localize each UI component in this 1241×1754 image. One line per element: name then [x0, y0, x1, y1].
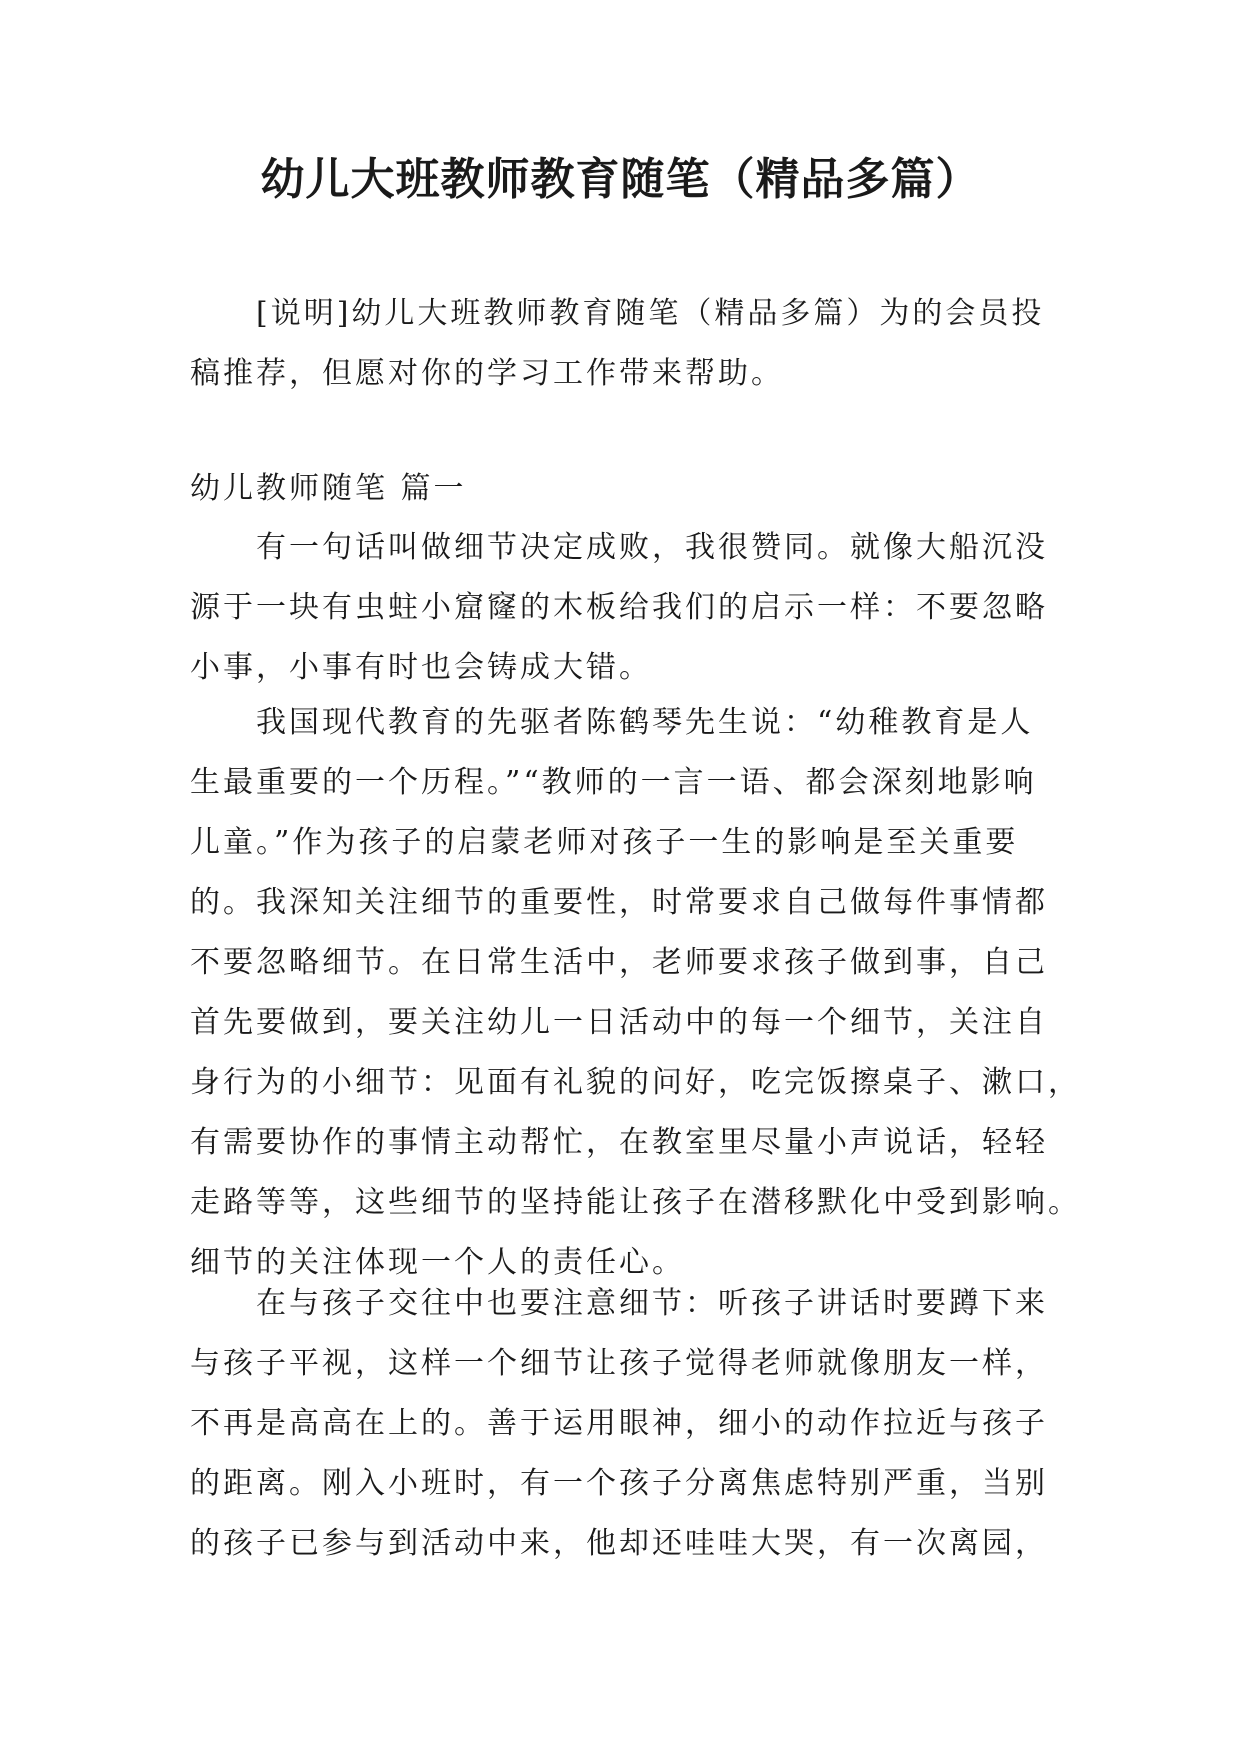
paragraph-line: 的。我深知关注细节的重要性，时常要求自己做每件事情都 [190, 885, 1048, 920]
paragraph-2 [190, 693, 1081, 1293]
paragraph-1 [190, 518, 1060, 698]
paragraph-line: 首先要做到，要关注幼儿一日活动中的每一个细节，关注自 [190, 1005, 1048, 1040]
paragraph-line: 走路等等，这些细节的坚持能让孩子在潜移默化中受到影响。 [190, 1185, 1081, 1220]
paragraph-line: 有需要协作的事情主动帮忙，在教室里尽量小声说话，轻轻 [190, 1125, 1048, 1160]
section-heading-text: 幼儿教师随笔 篇一 [190, 471, 467, 506]
paragraph-line: 源于一块有虫蛀小窟窿的木板给我们的启示一样：不要忽略 [190, 590, 1048, 625]
paragraph-line: 小事，小事有时也会铸成大错。 [190, 650, 652, 685]
paragraph-line: 儿童。”作为孩子的启蒙老师对孩子一生的影响是至关重要 [190, 825, 1019, 860]
note-line: [说明]幼儿大班教师教育随笔（精品多篇）为的会员投 [256, 296, 1045, 331]
paragraph-3 [190, 1274, 1060, 1574]
paragraph-line: 不再是高高在上的。善于运用眼神，细小的动作拉近与孩子 [190, 1406, 1048, 1441]
paragraph-line: 的孩子已参与到活动中来，他却还哇哇大哭，有一次离园， [190, 1526, 1048, 1561]
paragraph-line: 在与孩子交往中也要注意细节：听孩子讲话时要蹲下来 [256, 1286, 1048, 1321]
document-title: 幼儿大班教师教育随笔（精品多篇） [260, 154, 981, 205]
paragraph-line: 生最重要的一个历程。”“教师的一言一语、都会深刻地影响 [190, 765, 1037, 800]
paragraph-line: 不要忽略细节。在日常生活中，老师要求孩子做到事，自己 [190, 945, 1048, 980]
paragraph-line: 与孩子平视，这样一个细节让孩子觉得老师就像朋友一样， [190, 1346, 1048, 1381]
paragraph-line: 的距离。刚入小班时，有一个孩子分离焦虑特别严重，当别 [190, 1466, 1048, 1501]
paragraph-line: 身行为的小细节：见面有礼貌的问好，吃完饭擦桌子、漱口， [190, 1065, 1081, 1100]
section-heading [190, 459, 1060, 519]
paragraph-line: 我国现代教育的先驱者陈鹤琴先生说：“幼稚教育是人 [256, 705, 1034, 740]
document-note [190, 284, 1060, 404]
paragraph-line: 有一句话叫做细节决定成败，我很赞同。就像大船沉没 [256, 530, 1048, 565]
note-line: 稿推荐，但愿对你的学习工作带来帮助。 [190, 356, 784, 391]
paragraph-line: 细节的关注体现一个人的责任心。 [190, 1245, 685, 1280]
